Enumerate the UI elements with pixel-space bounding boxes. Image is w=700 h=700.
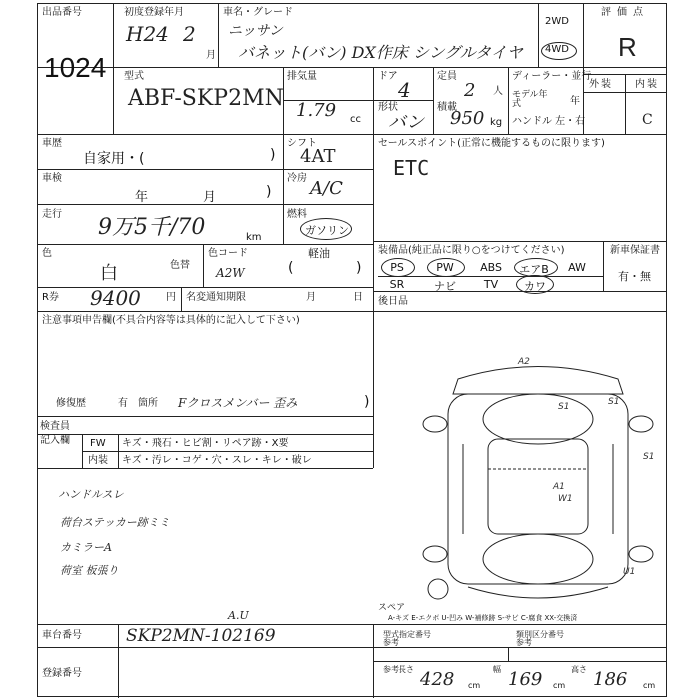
height-unit: cm	[643, 681, 656, 690]
equip-aw: AW	[568, 261, 586, 274]
load-unit: kg	[490, 117, 503, 128]
interior-label: 内装	[635, 79, 659, 90]
shift-value: 4AT	[300, 146, 336, 167]
wd2-label: 2WD	[545, 16, 569, 27]
note-line-1: ハンドルスレ	[58, 488, 124, 501]
inspection-close: )	[266, 184, 272, 200]
shift-label: シフト	[287, 138, 317, 149]
repair-close: )	[364, 394, 370, 410]
shape-label: 形状	[378, 102, 398, 113]
note-line-2: 荷台ステッカー跡ミミ	[60, 516, 170, 529]
fuel-gas: ガソリン	[305, 224, 349, 237]
displacement-label: 排気量	[287, 71, 317, 82]
note-line-4: 荷室 板張り	[60, 564, 119, 577]
rule	[625, 74, 626, 134]
exterior-label: 外装	[589, 79, 613, 90]
price-value: 9400	[90, 286, 141, 310]
dealer-label: ディーラー・並行	[512, 71, 592, 82]
rule	[38, 169, 283, 170]
damage-legend: A-キズ E-エクボ U-凹み W-補修跡 S-サビ C-腐食 XX-交換済	[388, 614, 578, 622]
width-unit: cm	[553, 681, 566, 690]
load-value: 950	[450, 108, 485, 129]
rule	[38, 134, 666, 135]
first-reg-year: H24	[126, 22, 169, 46]
month-unit: 月	[206, 50, 216, 61]
interior-insp-text: キズ・汚レ・コゲ・穴・スレ・キレ・破レ	[122, 455, 312, 466]
fuel-close: )	[356, 260, 362, 276]
displacement-value: 1.79	[296, 100, 337, 121]
inspection-label: 車検	[42, 173, 62, 184]
category-ref: 参考	[516, 638, 532, 647]
repair-value: 有	[118, 398, 128, 409]
rule	[38, 416, 373, 417]
fuel-label: 燃料	[287, 209, 307, 220]
equip-pw: PW	[436, 261, 454, 274]
rule	[181, 287, 182, 311]
inspection-month: 月	[203, 190, 217, 205]
rule	[82, 451, 373, 452]
auction-sheet	[37, 3, 667, 697]
name-change-day: 日	[353, 292, 363, 303]
equip-navi: ナビ	[434, 280, 456, 293]
diagram-mark-w1: W1	[558, 494, 573, 504]
history-value: 自家用・(	[83, 151, 145, 167]
diagram-mark-u1: U1	[623, 567, 636, 577]
first-reg-month: 2	[183, 22, 196, 46]
damage-diagram	[418, 349, 658, 619]
sales-label: セールスポイント(正常に機能するものに限ります)	[378, 138, 605, 149]
grade-label: 評価点	[601, 7, 649, 18]
capacity-unit: 人	[493, 86, 503, 97]
handle-label: ハンドル 左・右	[512, 116, 586, 127]
fuel-diesel: 軽油	[308, 247, 330, 260]
type-approval-ref: 参考	[383, 638, 399, 647]
diagram-mark-a1: A1	[553, 482, 565, 492]
diagram-mark-s1-side: S1	[643, 452, 655, 462]
rule	[433, 67, 434, 134]
capacity-label: 定員	[437, 71, 457, 82]
year-unit: 年	[570, 96, 580, 107]
footer-scribble: A.U	[228, 609, 249, 622]
doors-value: 4	[398, 78, 411, 102]
equip-tv: TV	[483, 278, 499, 291]
price-unit: 円	[166, 292, 176, 303]
fw-text: キズ・飛石・ヒビ割・リペア跡・X要	[122, 438, 289, 449]
inspector-label: 検査員記入欄	[40, 421, 70, 446]
equip-ps-circle	[381, 258, 415, 277]
diagram-mark-a2: A2	[518, 357, 530, 367]
rule	[373, 241, 666, 242]
repair-label: 修復歴	[56, 398, 86, 409]
fuel-open: (	[288, 260, 294, 276]
load-label: 積載	[437, 102, 457, 113]
ac-label: 冷房	[287, 173, 307, 184]
equipment-label: 装備品(純正品に限り○をつけてください)	[378, 245, 565, 256]
type-approval-label: 型式指定番号	[383, 630, 431, 639]
fw-label: FW	[90, 438, 106, 449]
equip-leather: カワ	[524, 280, 546, 293]
width-label: 幅	[493, 665, 501, 674]
rule	[583, 4, 584, 134]
rule	[538, 4, 539, 67]
history-close: )	[270, 147, 276, 163]
rule	[38, 434, 373, 435]
spare-label: スペア	[378, 603, 406, 613]
rule	[378, 276, 603, 277]
rule	[373, 67, 374, 311]
length-unit: cm	[468, 681, 481, 690]
rule	[38, 287, 373, 288]
height-value: 186	[593, 669, 628, 690]
wd4-label: 4WD	[545, 44, 569, 55]
rule	[508, 647, 509, 661]
rule	[38, 311, 666, 312]
height-label: 高さ	[571, 665, 587, 674]
color-label: 色	[42, 248, 52, 259]
diagram-mark-s1-top: S1	[558, 402, 570, 412]
length-label: 長さ	[398, 665, 414, 674]
lot-label: 出品番号	[42, 7, 82, 18]
history-label: 車歴	[42, 138, 62, 149]
repair-location-value: Fクロスメンバー 歪み	[178, 396, 298, 410]
inspection-year: 年	[135, 190, 149, 205]
warranty-value: 有・無	[618, 270, 651, 283]
rule	[283, 204, 373, 205]
make-label: 車名・グレード	[223, 7, 293, 18]
name-change-month: 月	[306, 292, 316, 303]
mileage-value: 9万5千/70	[98, 215, 206, 240]
length-value: 428	[420, 669, 455, 690]
equip-abs: ABS	[480, 261, 502, 274]
reg-label: 登録番号	[42, 668, 82, 679]
rule	[218, 4, 219, 67]
model-value: ABF-SKP2MN	[128, 86, 284, 111]
diagram-mark-s1-right: S1	[608, 397, 620, 407]
rule	[583, 92, 666, 93]
mileage-unit: km	[246, 232, 262, 243]
lot-number: 1024	[44, 52, 107, 83]
rule	[203, 244, 204, 287]
displacement-unit: cc	[350, 114, 361, 125]
equip-leather-circle	[516, 275, 554, 294]
tone-label: 色替	[170, 260, 190, 271]
warranty-label: 新車保証書	[610, 245, 660, 256]
model-label: 型式	[124, 71, 144, 82]
rule	[38, 647, 373, 648]
rule	[38, 204, 283, 205]
note-line-3: カミラーA	[60, 541, 112, 554]
category-label: 類別区分番号	[516, 630, 564, 639]
color-code-label: 色コード	[208, 248, 248, 259]
make-value: ニッサン	[228, 23, 283, 39]
color-code-value: A2W	[216, 266, 245, 280]
name-change-label: 名変通知期限	[186, 292, 246, 303]
mileage-label: 走行	[42, 209, 62, 220]
interior-insp-label: 内装	[88, 455, 108, 466]
equip-sr: SR	[389, 278, 405, 291]
rule	[38, 624, 666, 625]
notes-label: 注意事項申告欄(不具合内容等は具体的に記入して下さい)	[42, 315, 300, 326]
model-year-label: モデル年式	[512, 90, 548, 109]
rule	[113, 4, 114, 134]
rule	[38, 468, 373, 469]
chassis-label: 車台番号	[42, 630, 82, 641]
rule	[373, 661, 666, 662]
price-label: R券	[42, 292, 59, 303]
grade-score: R	[618, 32, 637, 62]
rule	[508, 67, 509, 134]
rule	[373, 311, 374, 468]
capacity-value: 2	[464, 80, 476, 101]
rule	[283, 134, 284, 244]
ac-value: A/C	[310, 178, 343, 199]
equip-airbag: エアB	[519, 263, 549, 276]
first-reg-label: 初度登録年月	[124, 7, 184, 18]
equip-ps: PS	[390, 261, 404, 274]
grade-value: バネット(バン) DX作床 シングルタイヤ	[238, 43, 523, 62]
added-items-label: 後日品	[378, 296, 408, 307]
doors-label: ドア	[378, 71, 398, 82]
sales-value: ETC	[393, 156, 430, 180]
dims-ref: 参考	[383, 665, 399, 674]
chassis-value: SKP2MN-102169	[126, 626, 276, 646]
interior-score: C	[642, 112, 653, 128]
rule	[283, 169, 373, 170]
rule	[38, 67, 666, 68]
rule	[603, 241, 604, 291]
equip-pw-circle	[427, 258, 465, 277]
repair-location-label: 箇所	[138, 398, 158, 409]
rule	[118, 624, 119, 698]
color-value: 白	[100, 263, 118, 284]
width-value: 169	[508, 669, 543, 690]
shape-value: バン	[388, 112, 424, 133]
